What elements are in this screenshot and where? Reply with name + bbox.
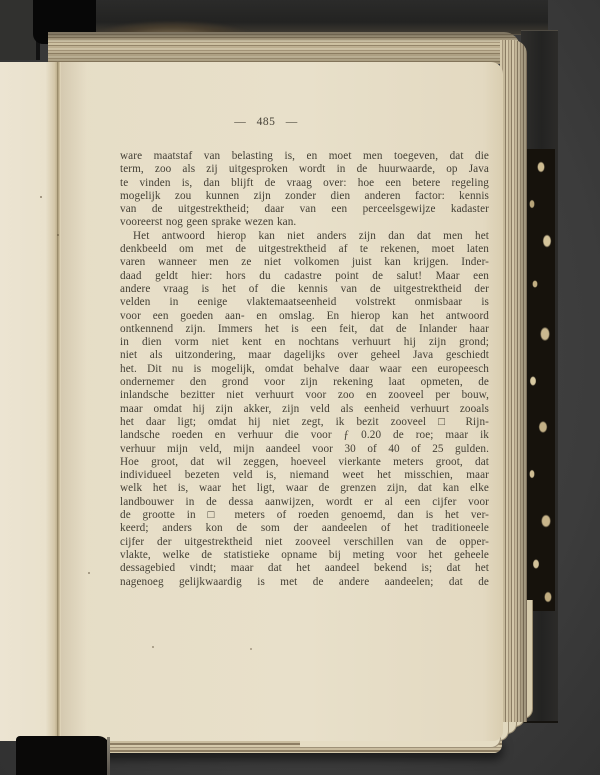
text-line: vlakte, welke de statistieke opname bij meting voor het geheele — [120, 548, 489, 561]
book-page — [0, 62, 503, 741]
text-line: mogelijk zou kunnen zijn zonder dien anderen factor: kennis — [120, 189, 489, 202]
text-line: het daar ligt; omdat hij niet zegt, ik bezit zooveel □ Rijn- — [120, 415, 489, 428]
text-line: andere vraag is het of die kennis van de uitgestrektheid der — [120, 282, 489, 295]
facing-page-edge — [0, 62, 57, 741]
page-top-edges — [48, 32, 520, 64]
paper-specks — [40, 196, 42, 198]
text-line: nagenoeg gelijkwaardig is met de andere aandeelen; dat de — [120, 575, 489, 588]
text-line: Hoe groot, dat wil zeggen, hoeveel vierkante meters groot, dat — [120, 455, 489, 468]
text-line: vooreerst nog geen sprake wezen kan. — [120, 216, 297, 229]
text-line: keerd; anders kon de som der aandeelen of het traditioneele — [120, 522, 489, 535]
text-line: term, zoo als zij uitgesproken wordt in de huurwaarde, op Java — [120, 163, 489, 176]
text-line: inlandsche bezitter niet verhuurt voor zoo en zooveel per bouw, — [120, 389, 489, 402]
bottom-left-shadow — [16, 736, 110, 775]
text-line: van de uitgestrektheid; daar van een perceelsgewijze kadaster — [120, 203, 489, 216]
text-line: landsche roeden en verhuur die voor ƒ 0.20 de roe; maar ik — [120, 429, 489, 442]
text-line: daad geldt hier: hors du cadastre point de salut! Maar een — [120, 269, 489, 282]
text-line: varen wanneer men ze niet volkomen juist kan krijgen. Inder- — [120, 256, 489, 269]
text-line: welk het is, waar het ligt, waar de grenzen zijn, dat kan elke — [120, 482, 489, 495]
text-line: landbouwer in de dessa aanwijzen, wordt er al een cijfer voor — [120, 495, 489, 508]
text-line: de grootte in □ meters of roeden genoemd, dan is het ver- — [120, 509, 489, 522]
page-number: — 485 — — [234, 116, 298, 128]
text-line: dessagebied vindt; maar dat het aandeel bekend is; dat het — [120, 562, 489, 575]
text-line: ontkennend zijn. Immers het is een feit, dat de Inlander haar — [120, 322, 489, 335]
text-line: voor een goeden aan- en omslag. En hierop kan het antwoord — [120, 309, 489, 322]
text-line: in dien vorm niet kent en nochtans verhuurt hij zijn grond; — [120, 336, 489, 349]
gutter-shadow — [61, 62, 87, 741]
text-line: ware maatstaf van belasting is, en moet men toegeven, dat die — [120, 150, 489, 162]
text-line: het. Dit nu is mogelijk, omdat behalve daar waar een europeesch — [120, 362, 489, 375]
cover-bottom-edge-highlight — [107, 737, 110, 775]
page-right-edges — [500, 40, 527, 722]
text-line: denkbeeld om met de uitgestrektheid af te rekenen, moet laten — [120, 243, 489, 256]
text-line: maar omdat hij zijn akker, zijn veld als eenheid verhuurt zooals — [120, 402, 489, 415]
text-line: individueel bezeten veld is, niemand weet het misschien, maar — [120, 469, 489, 482]
marbled-edge — [527, 149, 555, 611]
text-line: te vinden is, dan blijft de vraag over: hoe een betere regeling — [120, 176, 489, 189]
text-line: velden in eenige vlaktemaatseenheid volstrekt onmisbaar is — [120, 296, 489, 309]
text-block — [120, 150, 489, 589]
text-line: ondernemer den grond voor zijn rekening laat opmeten, de — [120, 376, 489, 389]
text-line: cijfer der uitgestrektheid niet zooveel verschillen van de opper- — [120, 535, 489, 548]
text-line: verhuur mijn veld, mijn aandeel voor 30 of 40 of 25 gulden. — [120, 442, 489, 455]
text-line: Het antwoord hierop kan niet anders zijn dan dat men het — [133, 229, 489, 242]
text-line: niet als uitzondering, maar dagelijks over geheel Java geschiedt — [120, 349, 489, 362]
